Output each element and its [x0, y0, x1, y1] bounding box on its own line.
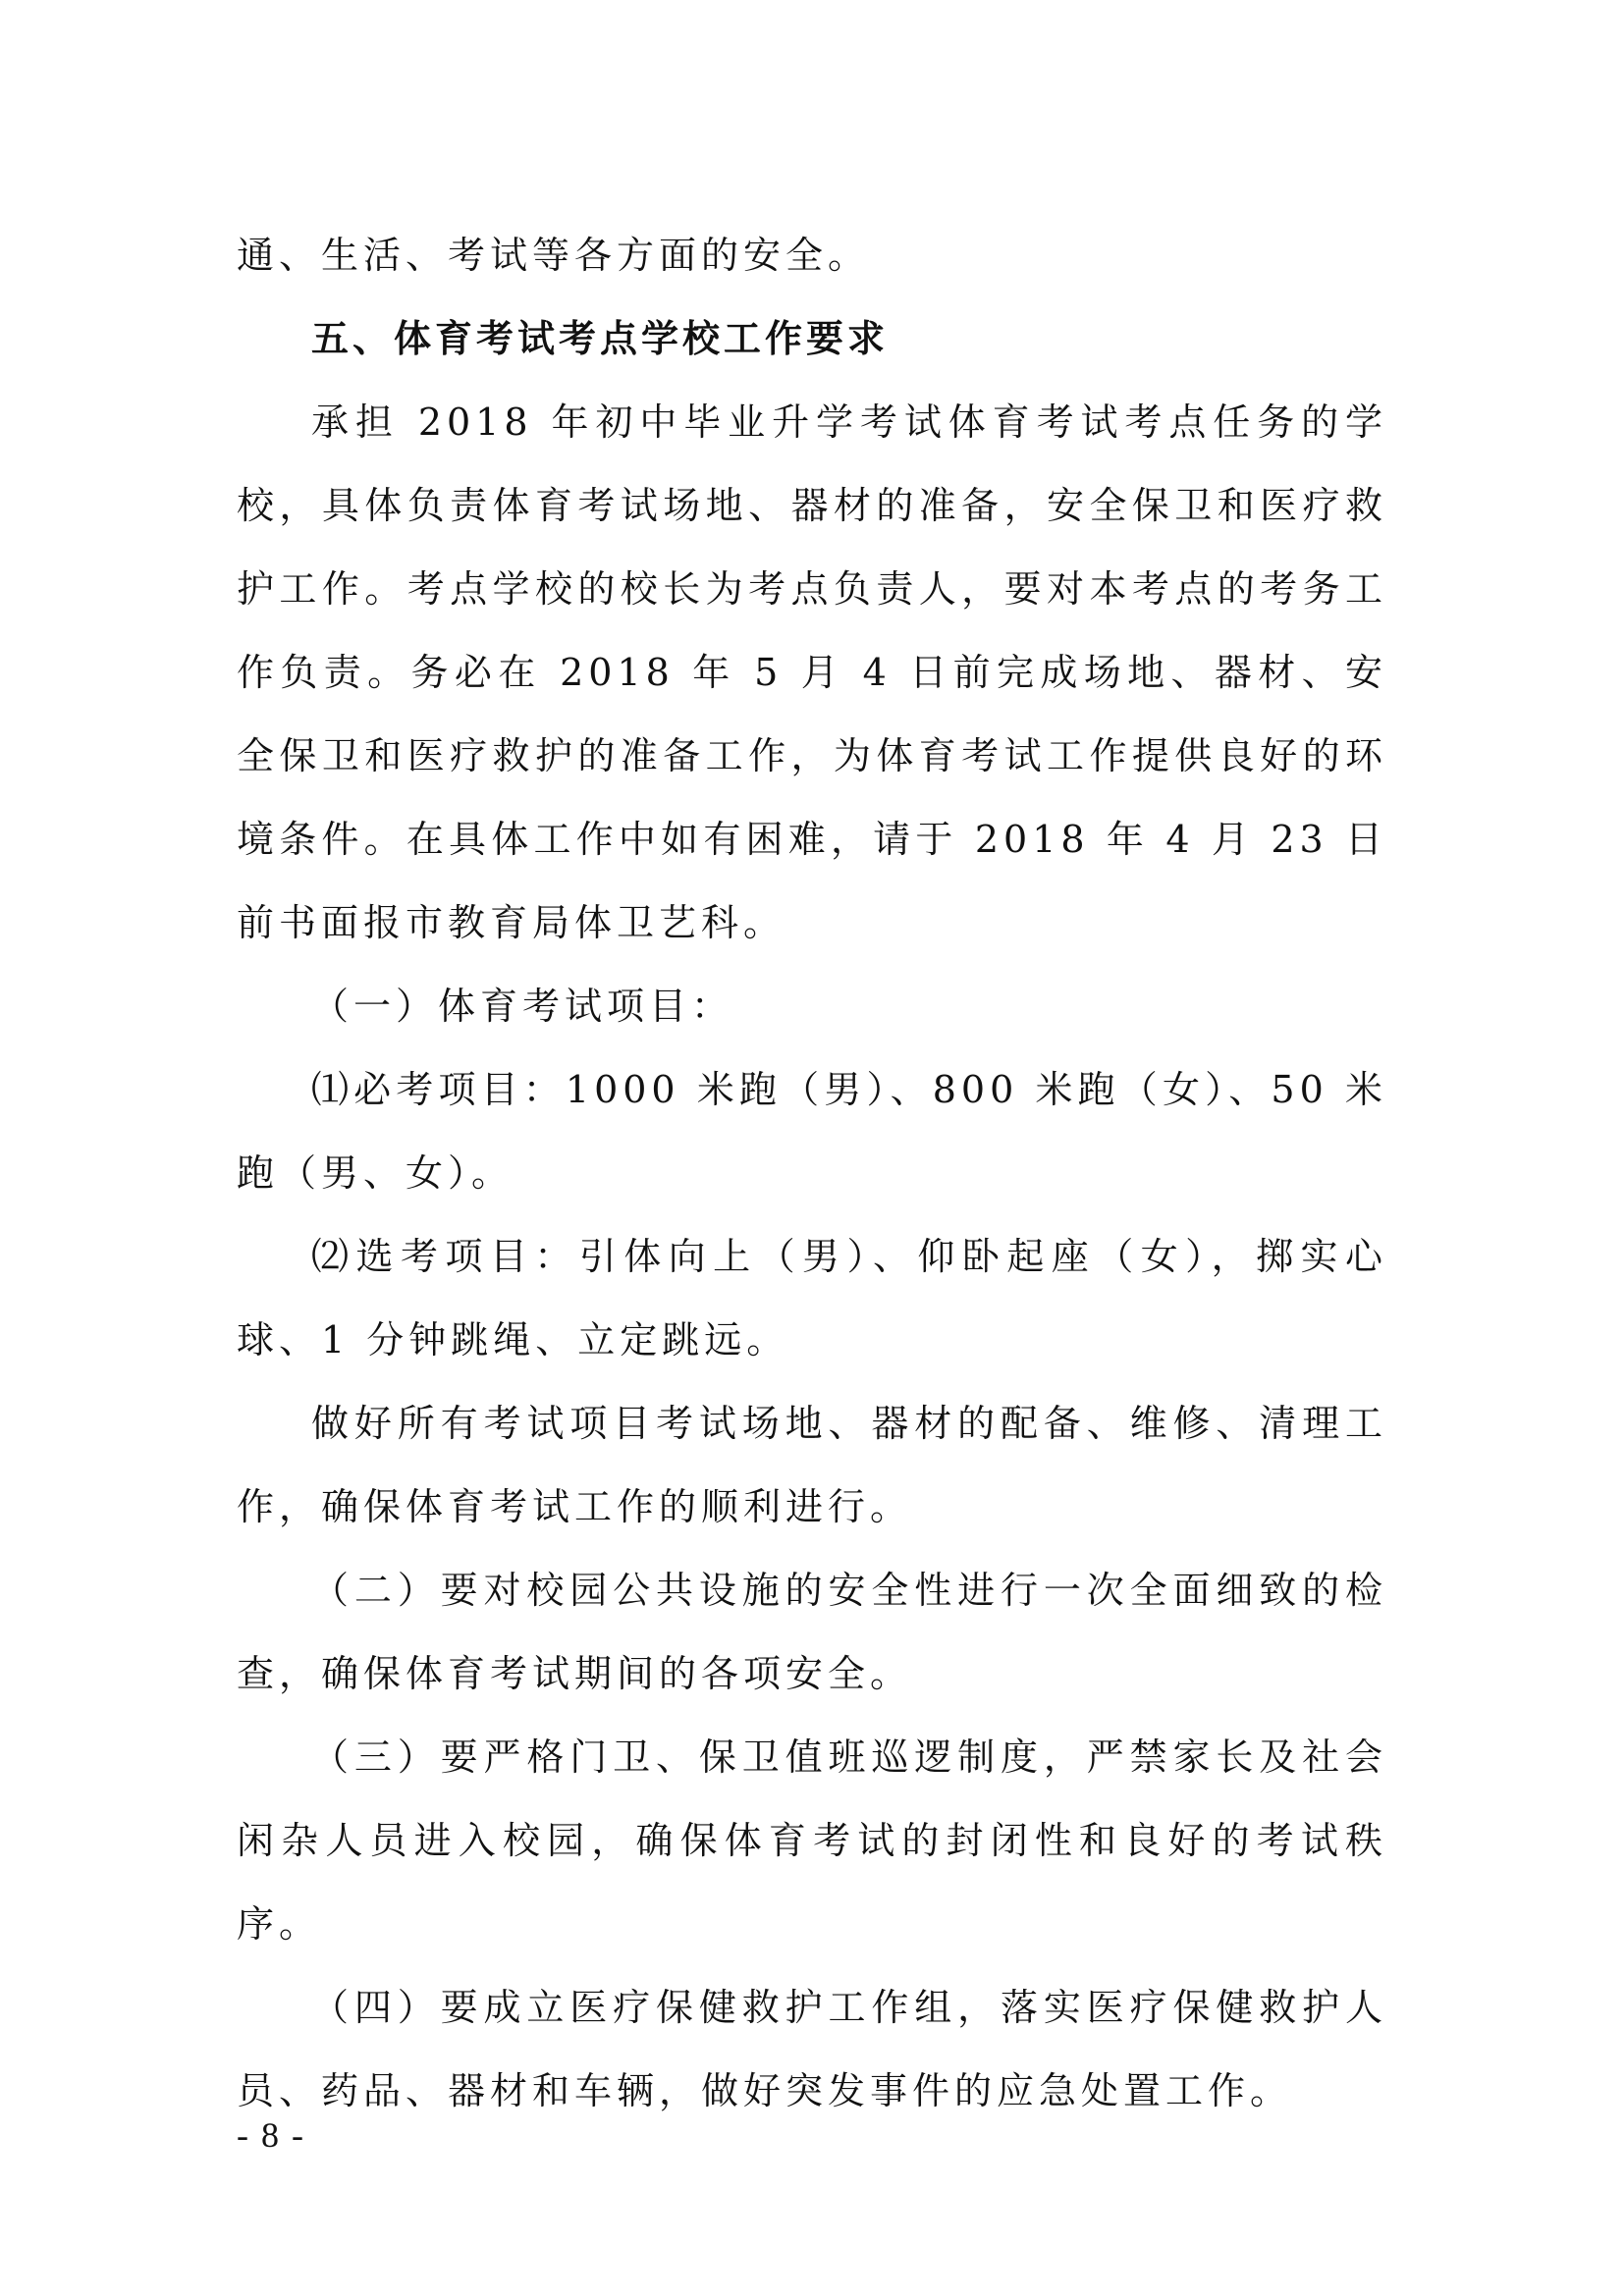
paragraph-required-items: ⑴必考项目：1000 米跑（男）、800 米跑（女）、50 米跑（男、女）。	[237, 1068, 1387, 1195]
subheading-exam-items: （一）体育考试项目：	[311, 985, 734, 1028]
paragraph-safety-inspection: （二）要对校园公共设施的安全性进行一次全面细致的检查，确保体育考试期间的各项安全。	[237, 1569, 1387, 1695]
paragraph-medical-team: （四）要成立医疗保健救护工作组，落实医疗保健救护人员、药品、器材和车辆，做好突发事件的应急处置工作。	[237, 1986, 1387, 2112]
paragraph-equipment-preparation: 做好所有考试项目考试场地、器材的配备、维修、清理工作，确保体育考试工作的顺利进行。	[237, 1402, 1387, 1528]
document-body	[237, 214, 1387, 2133]
paragraph-optional-items: ⑵选考项目：引体向上（男）、仰卧起座（女），掷实心球、1 分钟跳绳、立定跳远。	[237, 1235, 1387, 1362]
paragraph-exam-site-duties: 承担 2018 年初中毕业升学考试体育考试考点任务的学校，具体负责体育考试场地、器材的准备，安全保卫和医疗救护工作。考点学校的校长为考点负责人，要对本考点的考务工作负责。务必在 2018 年 5 月 4 日前完成场地、器材、安全保卫和医疗救护的准备工作，为体育考试工作提供良好的环境条件。在具体工作中如有困难，请于 2018 年 4 月 23 日前书面报市教育局体卫艺科。	[237, 400, 1387, 944]
paragraph-security-patrol: （三）要严格门卫、保卫值班巡逻制度，严禁家长及社会闲杂人员进入校园，确保体育考试的封闭性和良好的考试秩序。	[237, 1735, 1387, 1946]
paragraph-continuation: 通、生活、考试等各方面的安全。	[237, 234, 871, 277]
section-heading: 五、体育考试考点学校工作要求	[311, 317, 890, 360]
page-number: - 8 -	[237, 2115, 305, 2155]
